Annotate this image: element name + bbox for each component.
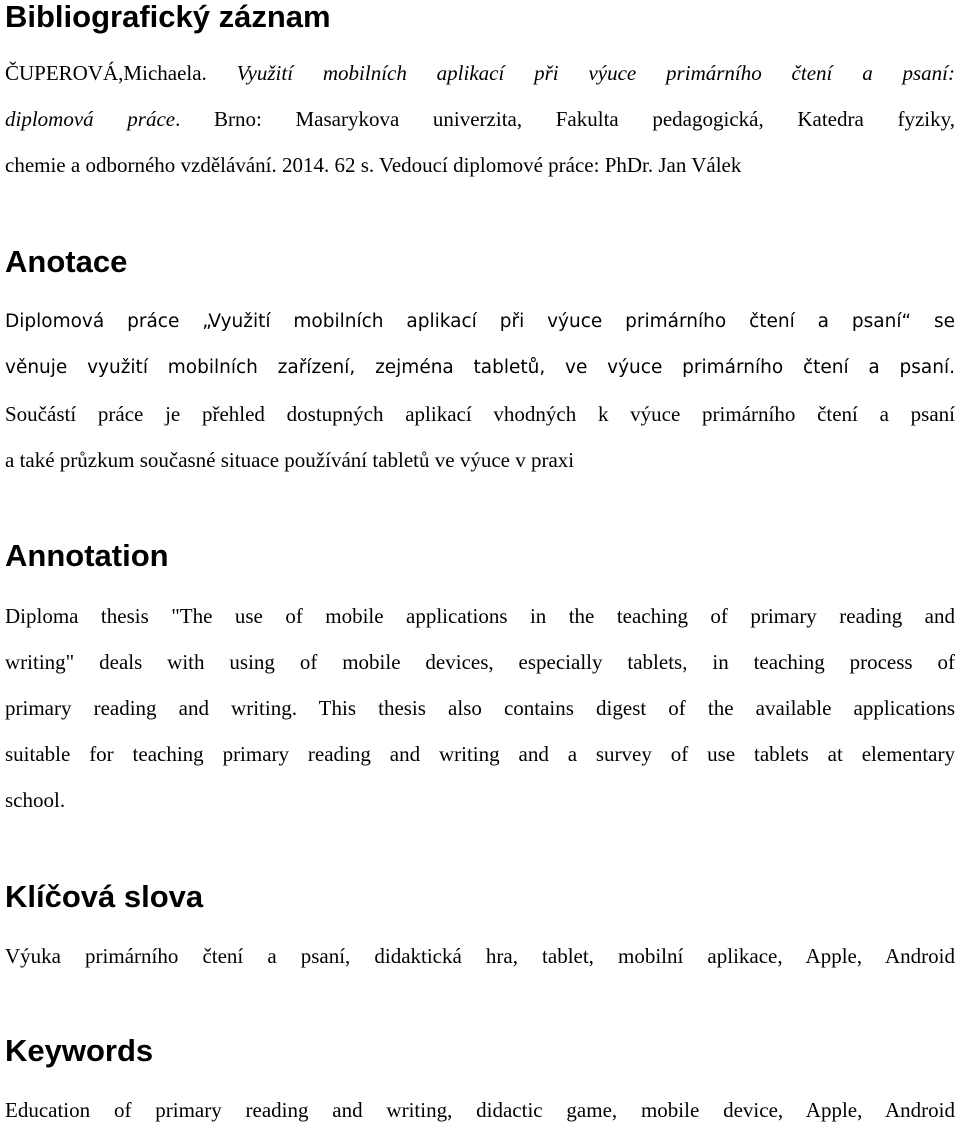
bib-title-part-2: diplomová práce [5, 107, 176, 131]
heading-annotation: Annotation [5, 538, 169, 573]
heading-anotace: Anotace [5, 244, 128, 279]
heading-klicova-slova: Klíčová slova [5, 879, 204, 914]
bib-line-2 [5, 96, 955, 142]
anotace-text [5, 299, 955, 483]
heading-bibliographic-record: Bibliografický záznam [5, 0, 331, 34]
bib-line-3: chemie a odborného vzdělávání. 2014. 62 s. Vedoucí diplomové práce: PhDr. Jan Válek [5, 153, 742, 177]
annotation-line-4: suitable for teaching primary reading and writing and a survey of use tablets at elementary [5, 742, 955, 766]
klicova-slova-text [5, 933, 955, 979]
annotation-line-3: primary reading and writing. This thesis also contains digest of the available applications [5, 696, 955, 720]
bib-publisher: . Brno: Masarykova univerzita, Fakulta pedagogická, Katedra fyziky, [175, 107, 955, 131]
klicova-slova-line: Výuka primárního čtení a psaní, didaktická hra, tablet, mobilní aplikace, Apple, Android [5, 944, 955, 968]
keywords-text [5, 1087, 955, 1133]
annotation-line-5: school. [5, 788, 66, 812]
anotace-line-3: Součástí práce je přehled dostupných aplikací vhodných k výuce primárního čtení a psaní [5, 402, 955, 426]
annotation-line-2: writing" deals with using of mobile devices, especially tablets, in teaching process of [5, 650, 955, 674]
anotace-line-1: Diplomová práce „Využití mobilních aplikací při výuce primárního čtení a psaní“ se [5, 311, 955, 332]
annotation-text [5, 593, 955, 823]
anotace-line-2: věnuje využití mobilních zařízení, zejména tabletů, ve výuce primárního čtení a psaní. [5, 357, 955, 378]
bib-title-part-1: Využití mobilních aplikací při výuce primárního čtení a psaní: [236, 61, 956, 85]
bibliographic-record-text [5, 50, 955, 188]
annotation-line-1: Diploma thesis "The use of mobile applications in the teaching of primary reading and [5, 604, 955, 628]
anotace-line-4: a také průzkum současné situace používání tabletů ve výuce v praxi [5, 448, 575, 472]
bib-line-1 [5, 50, 955, 96]
heading-keywords: Keywords [5, 1033, 154, 1068]
keywords-line: Education of primary reading and writing, didactic game, mobile device, Apple, Android [5, 1098, 955, 1122]
bib-author: ČUPEROVÁ,Michaela. [5, 61, 207, 85]
